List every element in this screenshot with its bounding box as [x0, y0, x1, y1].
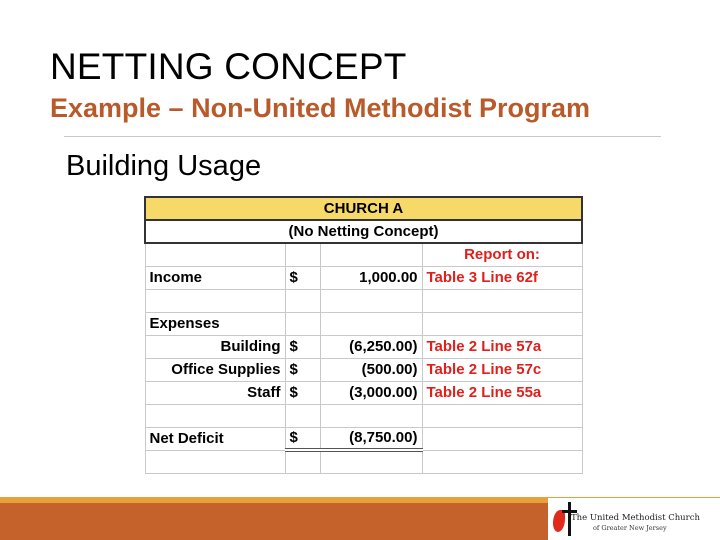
staff-value: (3,000.00) — [320, 381, 422, 404]
office-supplies-label: Office Supplies — [145, 358, 285, 381]
logo-text: The United Methodist Church — [571, 513, 700, 523]
table-row — [145, 381, 582, 404]
table-row — [145, 427, 582, 450]
net-deficit-value: (8,750.00) — [320, 427, 422, 450]
divider-line — [64, 136, 661, 137]
office-supplies-value: (500.00) — [320, 358, 422, 381]
income-report: Table 3 Line 62f — [422, 266, 582, 289]
table-header-row — [145, 197, 582, 220]
table-row — [145, 289, 582, 312]
net-deficit-currency: $ — [285, 427, 320, 450]
table-row — [145, 335, 582, 358]
slide-subtitle: Example – Non-United Methodist Program — [50, 93, 591, 123]
income-label: Income — [145, 266, 285, 289]
table-subheader: (No Netting Concept) — [145, 220, 582, 243]
table-row — [145, 404, 582, 427]
table-subheader-row — [145, 220, 582, 243]
table-row — [145, 312, 582, 335]
table-row — [145, 266, 582, 289]
building-value: (6,250.00) — [320, 335, 422, 358]
staff-report: Table 2 Line 55a — [422, 381, 582, 404]
income-currency: $ — [285, 266, 320, 289]
building-currency: $ — [285, 335, 320, 358]
report-on-label: Report on: — [422, 243, 582, 266]
expenses-label: Expenses — [145, 312, 285, 335]
staff-currency: $ — [285, 381, 320, 404]
staff-label: Staff — [145, 381, 285, 404]
table-row — [145, 358, 582, 381]
netting-table — [144, 196, 583, 474]
table-row — [145, 450, 582, 473]
net-deficit-label: Net Deficit — [145, 427, 285, 450]
table-header: CHURCH A — [145, 197, 582, 220]
building-report: Table 2 Line 57a — [422, 335, 582, 358]
section-heading: Building Usage — [66, 150, 262, 182]
logo-subtext: of Greater New Jersey — [593, 524, 667, 532]
office-supplies-currency: $ — [285, 358, 320, 381]
office-supplies-report: Table 2 Line 57c — [422, 358, 582, 381]
table-row — [145, 243, 582, 266]
income-value: 1,000.00 — [320, 266, 422, 289]
slide-title: NETTING CONCEPT — [50, 46, 407, 87]
building-label: Building — [145, 335, 285, 358]
